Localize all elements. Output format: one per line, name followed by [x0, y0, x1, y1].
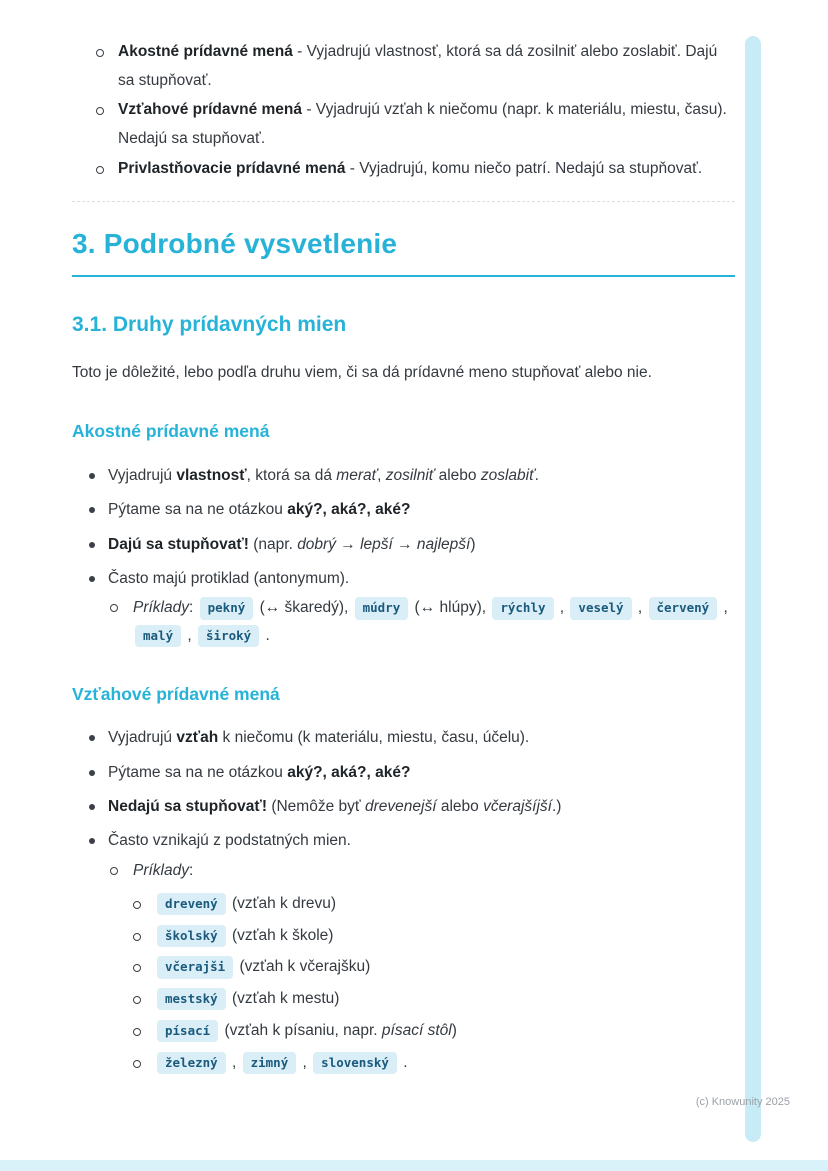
- text-segment: Dajú sa stupňovať!: [108, 535, 249, 553]
- text-segment: alebo: [436, 797, 484, 815]
- vztahove-examples-list: [133, 892, 735, 1076]
- code-badge: mestský: [157, 988, 226, 1010]
- text-segment: písací stôl: [381, 1021, 452, 1039]
- text-segment: - Vyjadrujú vzťah k niečomu (napr. k materiálu, miestu, času). Nedajú sa stupňovať.: [118, 101, 727, 148]
- text-segment: , ktorá sa dá: [246, 467, 337, 485]
- bullet-item: [72, 794, 735, 820]
- text-segment: .: [398, 1053, 408, 1071]
- text-segment: ,: [377, 467, 386, 485]
- code-badge: červený: [649, 597, 718, 619]
- text-segment: ,: [298, 1053, 312, 1071]
- summary-item-privlastnovacie: [72, 155, 735, 184]
- examples-line: [108, 594, 735, 648]
- code-badge: zimný: [243, 1052, 297, 1074]
- text-segment: k niečomu (k materiálu, miestu, času, účelu).: [218, 729, 530, 747]
- examples-label-text: [133, 862, 193, 879]
- intro-paragraph: Toto je dôležité, lebo podľa druhu viem, či sa dá prídavné meno stupňovať alebo nie.: [72, 364, 652, 382]
- text-segment: ,: [555, 599, 569, 617]
- bullet-item: [72, 463, 735, 489]
- bullet-item: [72, 828, 735, 1075]
- text-segment: vzťah: [176, 729, 219, 747]
- text-segment: ): [451, 1021, 457, 1039]
- code-badge: rýchly: [492, 597, 553, 619]
- text-segment: ,: [719, 599, 728, 617]
- text-segment: (vzťah k drevu): [227, 894, 337, 912]
- text-segment: (vzťah k včerajšku): [235, 958, 371, 976]
- adjective-types-summary-list: [72, 38, 735, 183]
- text-segment: zosilniť: [385, 467, 435, 485]
- text-segment: merať: [336, 467, 378, 485]
- section-divider: [72, 201, 735, 202]
- text-segment: (napr.: [248, 535, 298, 553]
- vztahove-examples-wrapper: [108, 857, 735, 1076]
- page-bottom-strip: [0, 1160, 828, 1171]
- summary-item-vztahove: [72, 96, 735, 153]
- bullet-item: [72, 725, 735, 751]
- copyright: (c) Knowunity 2025: [695, 1096, 790, 1108]
- text-segment: .: [261, 626, 270, 644]
- text-segment: vlastnosť: [176, 467, 247, 485]
- code-badge: múdry: [355, 597, 409, 619]
- bullet-item: [72, 760, 735, 786]
- code-badge: včerajši: [157, 956, 233, 978]
- code-badge: pekný: [200, 597, 254, 619]
- bullet-item-text: [108, 832, 351, 849]
- text-segment: včerajšíjší: [483, 797, 552, 815]
- text-segment: :: [189, 599, 198, 617]
- vztahove-list: [72, 725, 735, 1075]
- text-segment: ,: [227, 1053, 241, 1071]
- code-badge: drevený: [157, 893, 226, 915]
- code-badge: písací: [157, 1020, 218, 1042]
- code-badge: školský: [157, 925, 226, 947]
- text-segment: - Vyjadrujú, komu niečo patrí. Nedajú sa stupňovať.: [345, 159, 703, 177]
- bullet-item: [72, 532, 735, 558]
- subsection-heading: 3.1. Druhy prídavných mien: [72, 312, 347, 336]
- example-item: [133, 955, 735, 980]
- text-segment: (vzťah k písaniu, napr.: [220, 1021, 382, 1039]
- text-segment: Príklady: [133, 599, 189, 617]
- example-item: [133, 1019, 735, 1044]
- text-segment: ,: [633, 599, 647, 617]
- akostne-heading: Akostné prídavné mená: [72, 421, 270, 442]
- akostne-list: [72, 463, 735, 649]
- text-segment: Vzťahové prídavné mená: [118, 101, 303, 119]
- example-item: [133, 924, 735, 949]
- text-segment: Často vznikajú z podstatných mien.: [108, 832, 351, 850]
- text-segment: drevenejší: [365, 797, 437, 815]
- text-segment: zoslabiť: [480, 467, 535, 485]
- text-segment: aký?, aká?, aké?: [287, 763, 411, 781]
- text-segment: .): [551, 797, 562, 815]
- text-segment: .: [534, 467, 539, 485]
- text-segment: aký?, aká?, aké?: [287, 501, 411, 519]
- text-segment: ): [470, 535, 476, 553]
- text-segment: (Nemôže byť: [267, 797, 365, 815]
- section-heading: 3. Podrobné vysvetlenie: [72, 228, 735, 276]
- text-segment: (↔ škaredý),: [255, 599, 353, 617]
- bullet-item-text: [108, 570, 349, 587]
- text-segment: (↔ hlúpy),: [410, 599, 491, 617]
- example-item: [133, 1051, 735, 1076]
- text-segment: Nedajú sa stupňovať!: [108, 797, 268, 815]
- code-badge: veselý: [570, 597, 631, 619]
- text-segment: ,: [183, 626, 197, 644]
- akostne-examples-list: [108, 594, 735, 648]
- code-badge: slovenský: [313, 1052, 397, 1074]
- example-item: [133, 892, 735, 917]
- text-segment: :: [189, 861, 194, 879]
- text-segment: - Vyjadrujú vlastnosť, ktorá sa dá zosilniť alebo zoslabiť. Dajú sa stupňovať.: [118, 43, 718, 89]
- examples-label: [108, 857, 735, 1076]
- text-segment: Privlastňovacie prídavné mená: [118, 159, 346, 177]
- text-segment: Pýtame sa na ne otázkou: [108, 763, 288, 781]
- text-segment: Pýtame sa na ne otázkou: [108, 501, 288, 519]
- example-item: [133, 987, 735, 1012]
- vztahove-heading: Vzťahové prídavné mená: [72, 683, 280, 704]
- text-segment: dobrý → lepší → najlepší: [297, 535, 471, 553]
- text-segment: (vzťah k mestu): [227, 990, 340, 1008]
- text-segment: alebo: [434, 467, 481, 485]
- code-badge: malý: [135, 625, 181, 647]
- text-segment: Vyjadrujú: [108, 467, 177, 485]
- code-badge: široký: [198, 625, 259, 647]
- text-segment: (vzťah k škole): [227, 926, 334, 944]
- summary-item-akostne: [72, 38, 735, 95]
- text-segment: Často majú protiklad (antonymum).: [108, 570, 350, 588]
- bullet-item: [72, 497, 735, 523]
- text-segment: Príklady: [133, 861, 189, 879]
- bullet-item: [72, 566, 735, 649]
- text-segment: Vyjadrujú: [108, 729, 177, 747]
- text-segment: Akostné prídavné mená: [118, 43, 293, 60]
- code-badge: železný: [157, 1052, 226, 1074]
